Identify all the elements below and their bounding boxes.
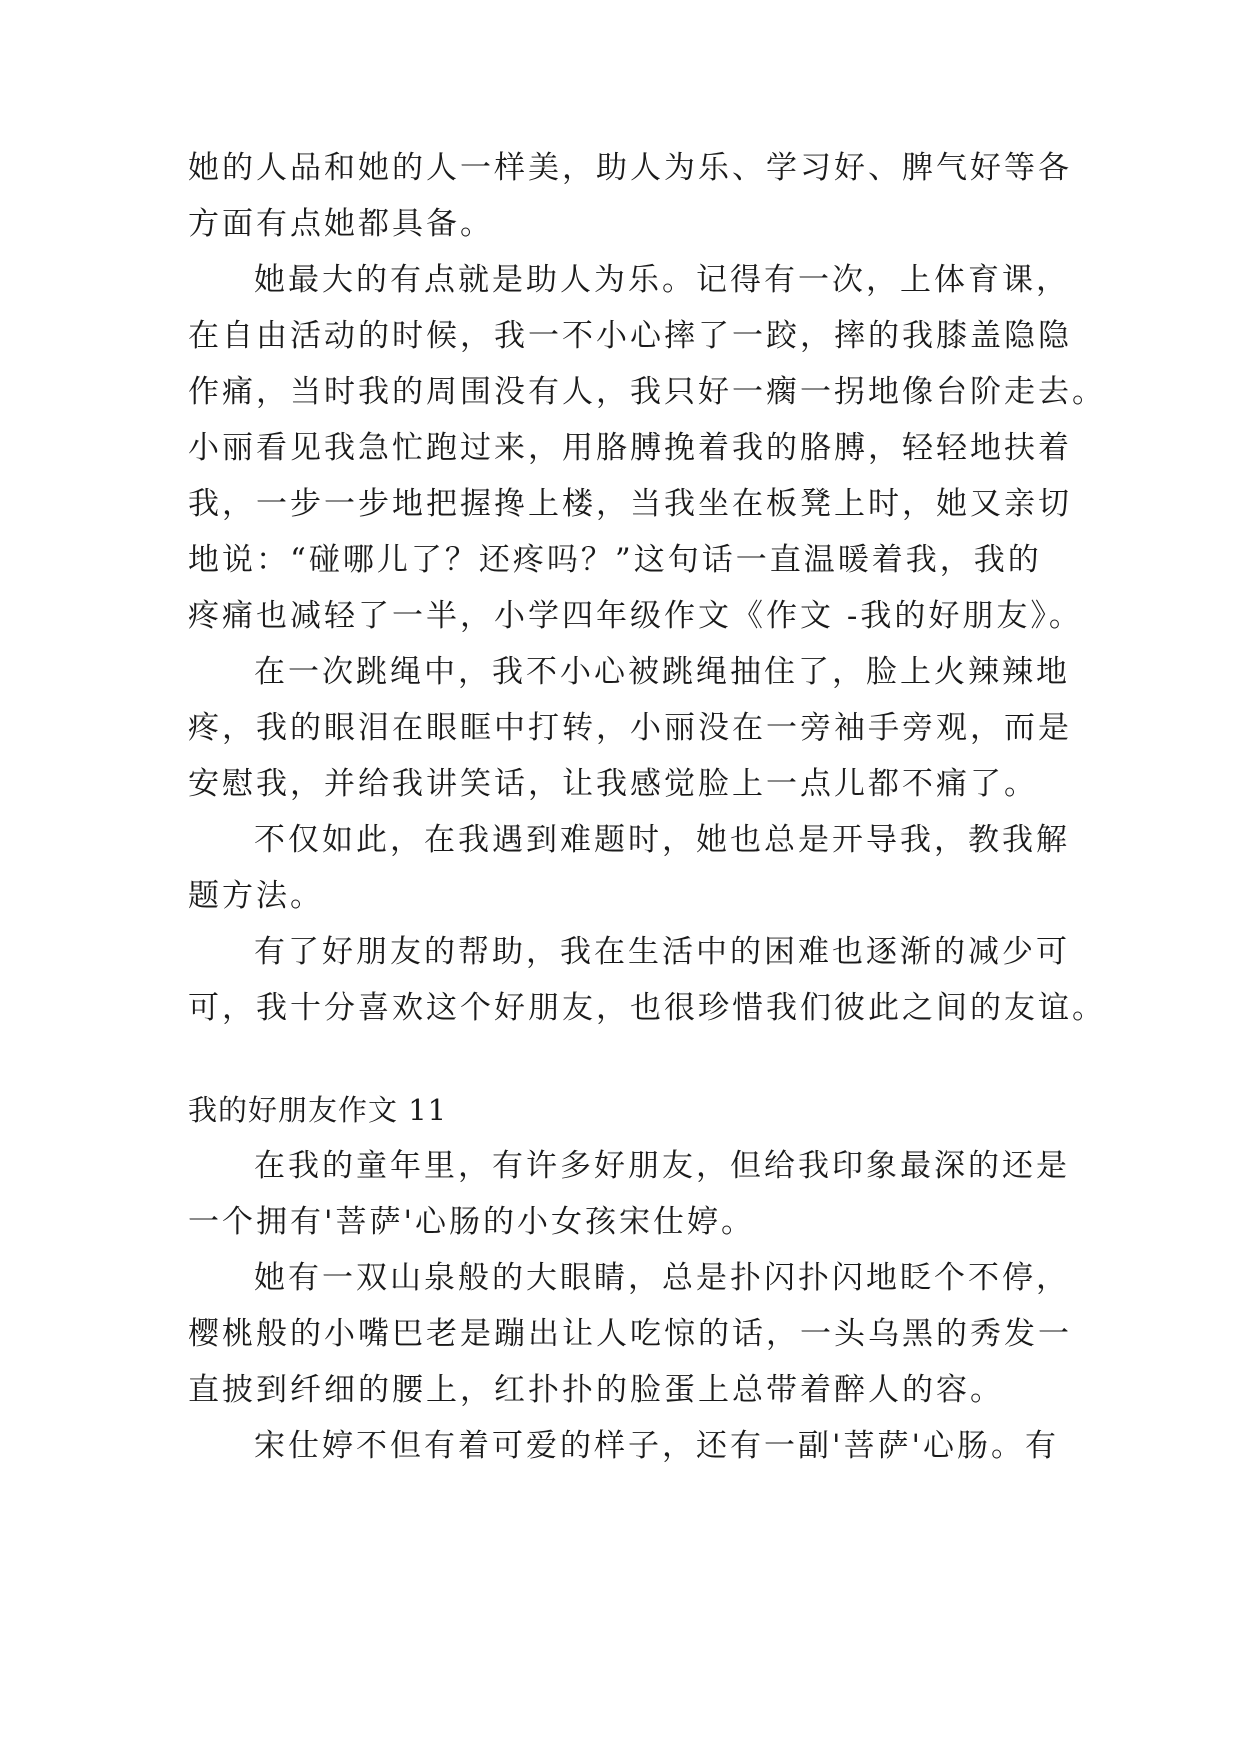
text-line: 小丽看见我急忙跑过来，用胳膊挽着我的胳膊，轻轻地扶着 <box>188 430 1072 466</box>
section-title: 我的好朋友作文 11 <box>188 1093 448 1127</box>
text-line: 樱桃般的小嘴巴老是蹦出让人吃惊的话，一头乌黑的秀发一 <box>188 1316 1072 1352</box>
text-line: 疼，我的眼泪在眼眶中打转，小丽没在一旁袖手旁观，而是 <box>188 710 1072 746</box>
text-line: 题方法。 <box>188 878 324 914</box>
text-line: 方面有点她都具备。 <box>188 206 494 242</box>
text-line: 她最大的有点就是助人为乐。记得有一次，上体育课， <box>254 262 1070 298</box>
text-line: 作痛，当时我的周围没有人，我只好一瘸一拐地像台阶走去。 <box>188 374 1106 410</box>
text-line: 一个拥有'菩萨'心肠的小女孩宋仕婷。 <box>188 1204 756 1240</box>
text-line: 可，我十分喜欢这个好朋友，也很珍惜我们彼此之间的友谊。 <box>188 990 1106 1026</box>
text-line: 在自由活动的时候，我一不小心摔了一跤，摔的我膝盖隐隐 <box>188 318 1072 354</box>
text-line: 她有一双山泉般的大眼睛，总是扑闪扑闪地眨个不停， <box>254 1260 1070 1296</box>
text-line: 疼痛也减轻了一半，小学四年级作文《作文 -我的好朋友》。 <box>188 598 1083 634</box>
text-line: 地说：“碰哪儿了？还疼吗？”这句话一直温暖着我，我的 <box>188 542 1042 578</box>
text-line: 有了好朋友的帮助，我在生活中的困难也逐渐的减少可 <box>254 934 1070 970</box>
text-line: 在一次跳绳中，我不小心被跳绳抽住了，脸上火辣辣地 <box>254 654 1070 690</box>
text-line: 在我的童年里，有许多好朋友，但给我印象最深的还是 <box>254 1148 1070 1184</box>
text-line: 直披到纤细的腰上，红扑扑的脸蛋上总带着醉人的容。 <box>188 1372 1004 1408</box>
text-line: 我，一步一步地把握搀上楼，当我坐在板凳上时，她又亲切 <box>188 486 1072 522</box>
text-line: 她的人品和她的人一样美，助人为乐、学习好、脾气好等各 <box>188 150 1072 186</box>
text-line: 不仅如此，在我遇到难题时，她也总是开导我，教我解 <box>254 822 1070 858</box>
text-line: 安慰我，并给我讲笑话，让我感觉脸上一点儿都不痛了。 <box>188 766 1038 802</box>
text-line: 宋仕婷不但有着可爱的样子，还有一副'菩萨'心肠。有 <box>254 1428 1060 1464</box>
